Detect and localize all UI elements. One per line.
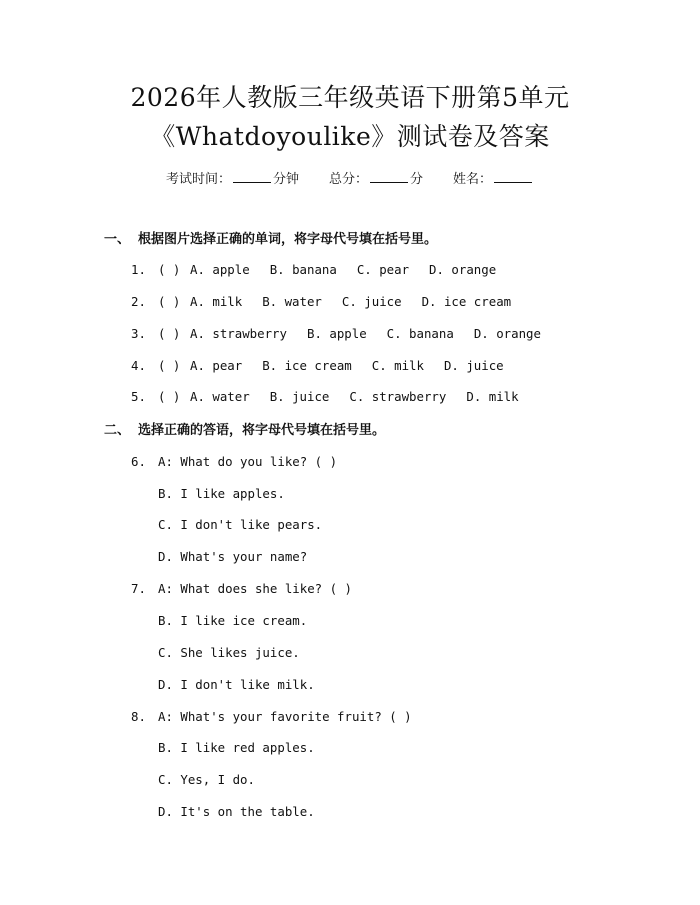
exam-time-blank[interactable] (233, 170, 271, 183)
page-title-line1: 2026年人教版三年级英语下册第5单元 (130, 83, 570, 112)
option-c: C. juice (341, 294, 402, 309)
name-label: 姓名： (453, 172, 493, 187)
option-b: B. banana (269, 262, 337, 277)
section-1-instruction: 根据图片选择正确的单词，将字母代号填在括号里。 (138, 232, 438, 247)
question-number: 7. (131, 581, 146, 596)
answer-paren[interactable]: ( ) (158, 262, 181, 277)
question-number: 1. (131, 262, 146, 277)
question-6-option-d: D. What's your name? (158, 549, 308, 564)
option-a: A: What do you like? ( ) (158, 454, 338, 469)
answer-paren[interactable]: ( ) (158, 294, 181, 309)
question-7-prompt (131, 580, 352, 598)
answer-paren[interactable]: ( ) (158, 389, 181, 404)
total-score-label: 总分： (328, 172, 368, 187)
section-2-instruction: 选择正确的答语，将字母代号填在括号里。 (138, 423, 386, 438)
question-8-option-b: B. I like red apples. (158, 740, 315, 755)
exam-time-unit: 分钟 (272, 172, 299, 187)
question-number: 3. (131, 326, 146, 341)
question-8-option-c: C. Yes, I do. (158, 772, 255, 787)
question-number: 5. (131, 389, 146, 404)
option-a: A. strawberry (190, 326, 287, 341)
question-8-option-d: D. It's on the table. (158, 804, 315, 819)
question-7-option-b: B. I like ice cream. (158, 613, 308, 628)
option-a: A: What's your favorite fruit? ( ) (158, 709, 412, 724)
option-c: C. pear (356, 262, 410, 277)
option-d: D. milk (466, 389, 519, 404)
question-5 (131, 388, 519, 406)
question-2 (131, 293, 511, 311)
option-c: C. strawberry (349, 389, 447, 404)
option-c: C. banana (386, 326, 454, 341)
question-8-prompt (131, 708, 412, 726)
section-2-heading (104, 422, 385, 440)
total-score-unit: 分 (410, 172, 424, 187)
option-b: B. water (262, 294, 322, 309)
option-d: D. orange (429, 262, 497, 277)
exam-time-label: 考试时间： (165, 172, 231, 187)
question-number: 6. (131, 454, 146, 469)
question-6-option-c: C. I don't like pears. (158, 517, 323, 532)
option-b: B. juice (269, 389, 330, 404)
option-a: A: What does she like? ( ) (158, 581, 352, 596)
option-a: A. milk (190, 294, 243, 309)
option-a: A. water (190, 389, 250, 404)
name-blank[interactable] (494, 170, 532, 183)
section-1-number: 一、 (104, 232, 131, 247)
question-4 (131, 357, 504, 375)
option-d: D. orange (473, 326, 541, 341)
answer-paren[interactable]: ( ) (158, 326, 181, 341)
question-3 (131, 325, 541, 343)
question-1 (131, 261, 496, 279)
option-b: B. apple (306, 326, 367, 341)
section-1-heading (104, 231, 437, 249)
option-a: A. pear (190, 358, 243, 373)
exam-info-line (0, 170, 700, 189)
option-a: A. apple (190, 262, 250, 277)
option-d: D. ice cream (421, 294, 512, 309)
answer-paren[interactable]: ( ) (158, 358, 181, 373)
option-d: D. juice (443, 358, 504, 373)
question-number: 2. (131, 294, 146, 309)
total-score-blank[interactable] (370, 170, 408, 183)
question-7-option-c: C. She likes juice. (158, 645, 300, 660)
page-title-line2: 《Whatdoyoulike》测试卷及答案 (150, 122, 550, 151)
question-6-option-b: B. I like apples. (158, 486, 285, 501)
option-b: B. ice cream (262, 358, 352, 373)
question-number: 8. (131, 709, 146, 724)
option-c: C. milk (371, 358, 424, 373)
question-6-prompt (131, 453, 337, 471)
question-number: 4. (131, 358, 146, 373)
section-2-number: 二、 (104, 423, 131, 438)
question-7-option-d: D. I don't like milk. (158, 677, 315, 692)
